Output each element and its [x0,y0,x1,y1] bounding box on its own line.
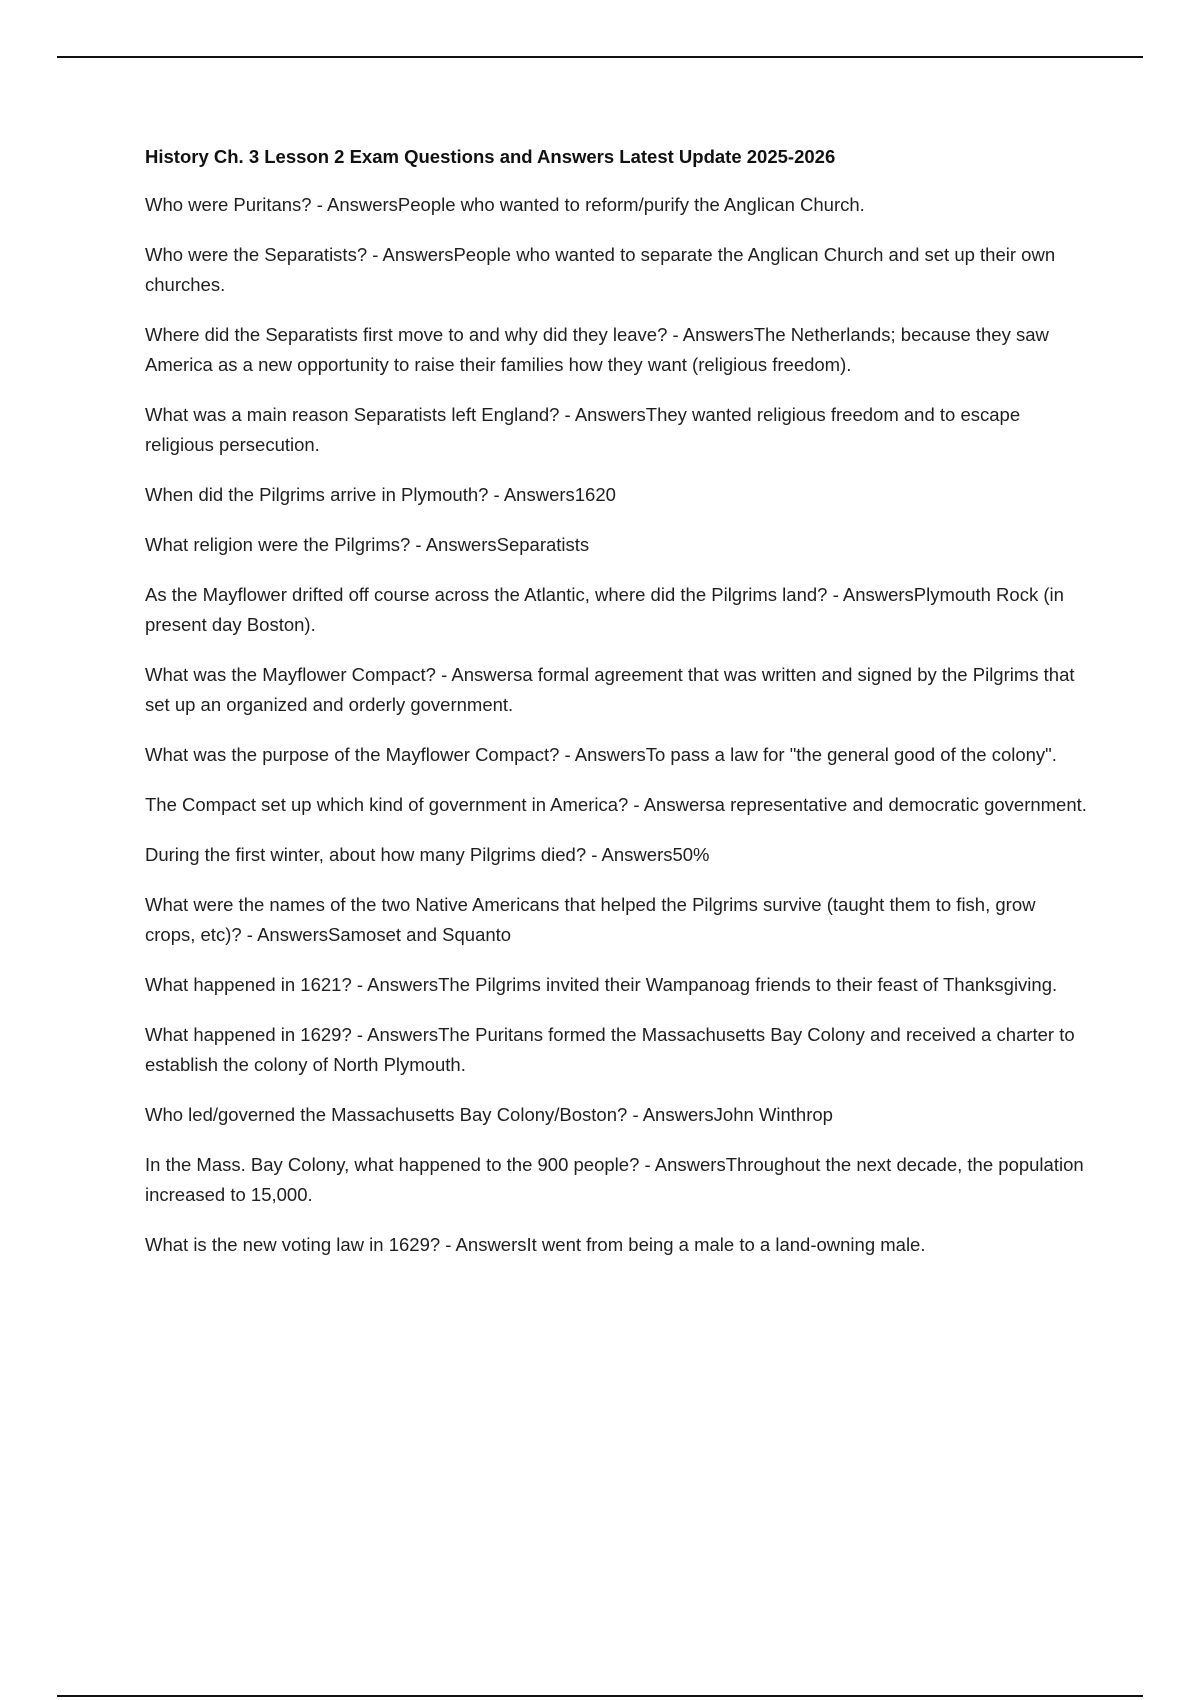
qa-item: During the first winter, about how many Pilgrims died? - Answers50% [145,844,710,865]
qa-item: What was a main reason Separatists left England? - AnswersThey wanted religious freedom and to escape religious persecution. [145,404,1021,455]
qa-item: In the Mass. Bay Colony, what happened to the 900 people? - AnswersThroughout the next decade, the population increased to 15,000. [145,1154,1084,1205]
qa-item: As the Mayflower drifted off course across the Atlantic, where did the Pilgrims land? - AnswersPlymouth Rock (in present day Boston). [145,584,1064,635]
qa-list [145,190,1090,1260]
qa-item: The Compact set up which kind of government in America? - Answersa representative and democratic government. [145,794,1087,815]
qa-item: Where did the Separatists first move to and why did they leave? - AnswersThe Netherlands; because they saw America as a new opportunity to raise their families how they want (religious freedom). [145,324,1049,375]
qa-item: What were the names of the two Native Americans that helped the Pilgrims survive (taught them to fish, grow crops, etc)? - AnswersSamoset and Squanto [145,894,1036,945]
qa-item: What happened in 1629? - AnswersThe Puritans formed the Massachusetts Bay Colony and received a charter to establish the colony of North Plymouth. [145,1024,1075,1075]
qa-item: Who led/governed the Massachusetts Bay Colony/Boston? - AnswersJohn Winthrop [145,1104,833,1125]
bottom-rule [57,1695,1143,1697]
top-rule [57,56,1143,58]
document-title: History Ch. 3 Lesson 2 Exam Questions and Answers Latest Update 2025-2026 [145,146,836,167]
qa-item: What happened in 1621? - AnswersThe Pilgrims invited their Wampanoag friends to their feast of Thanksgiving. [145,974,1058,995]
qa-item: Who were Puritans? - AnswersPeople who wanted to reform/purify the Anglican Church. [145,194,865,215]
qa-item: Who were the Separatists? - AnswersPeople who wanted to separate the Anglican Church and set up their own churches. [145,244,1056,295]
qa-item: What was the Mayflower Compact? - Answersa formal agreement that was written and signed by the Pilgrims that set up an organized and orderly government. [145,664,1075,715]
document-body [145,142,1090,1280]
qa-item: What is the new voting law in 1629? - AnswersIt went from being a male to a land-owning male. [145,1234,926,1255]
qa-item: What was the purpose of the Mayflower Compact? - AnswersTo pass a law for "the general good of the colony". [145,744,1057,765]
qa-item: When did the Pilgrims arrive in Plymouth? - Answers1620 [145,484,616,505]
qa-item: What religion were the Pilgrims? - AnswersSeparatists [145,534,590,555]
